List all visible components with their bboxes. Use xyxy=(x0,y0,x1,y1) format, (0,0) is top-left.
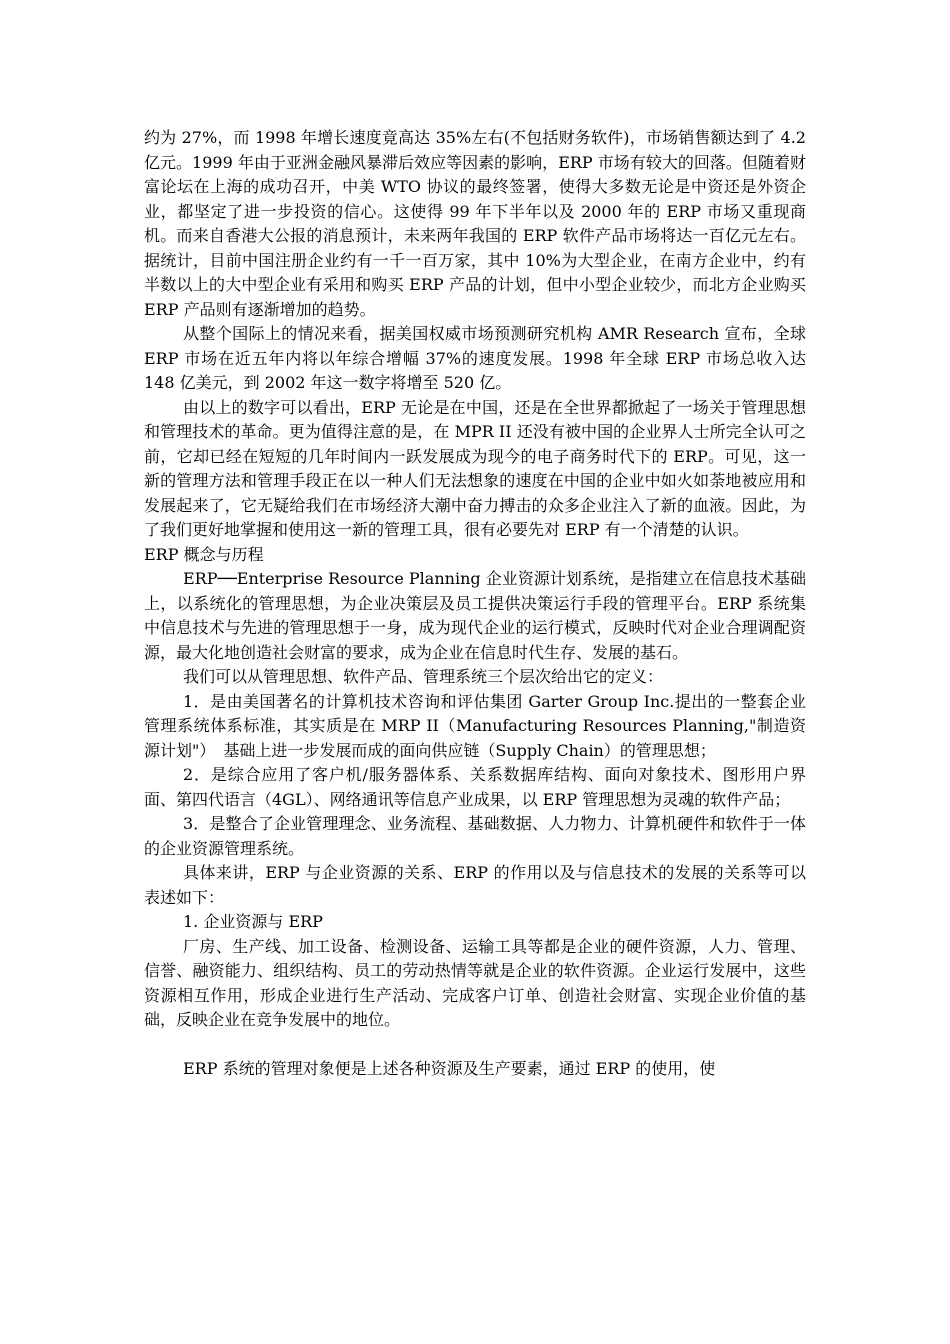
blank-line xyxy=(144,1033,806,1057)
list-item-software-product: 2．是综合应用了客户机/服务器体系、关系数据库结构、面向对象技术、图形用户界面、第四代语言（4GL）、网络通讯等信息产业成果，以 ERP 管理思想为灵魂的软件产品； xyxy=(144,765,806,809)
subheading-enterprise-resources: 1. 企业资源与 ERP xyxy=(183,912,323,931)
section-heading-erp-concept: ERP 概念与历程 xyxy=(144,544,264,564)
paragraph-three-levels: 我们可以从管理思想、软件产品、管理系统三个层次给出它的定义： xyxy=(183,667,664,686)
list-item-management-system: 3．是整合了企业管理理念、业务流程、基础数据、人力物力、计算机硬件和软件于一体的企业资源管理系统。 xyxy=(144,814,806,858)
paragraph-enterprise-resources: 厂房、生产线、加工设备、检测设备、运输工具等都是企业的硬件资源，人力、管理、信誉、融资能力、组织结构、员工的劳动热情等就是企业的软件资源。企业运行发展中，这些资源相互作用，形成企业进行生产活动、完成客户订单、创造社会财富、实现企业价值的基础，反映企业在竞争发展中的地位。 xyxy=(144,936,806,1029)
paragraph-international-market: 从整个国际上的情况来看，据美国权威市场预测研究机构 AMR Research 宣布，全球 ERP 市场在近五年内将以年综合增幅 37%的速度发展。1998 年全球 ERP 市场总收入达 148 亿美元，到 2002 年这一数字将增至 520 亿。 xyxy=(144,324,806,392)
document-body xyxy=(144,126,806,1081)
paragraph-erp-revolution: 由以上的数字可以看出，ERP 无论是在中国，还是在全世界都掀起了一场关于管理思想和管理技术的革命。更为值得注意的是，在 MPR II 还没有被中国的企业界人士所完全认可之前，它却已经在短短的几年时间内一跃发展成为现今的电子商务时代下的 ERP。可见，这一新的管理方法和管理手段正在以一种人们无法想象的速度在中国的企业中如火如荼地被应用和发展起来了，它无疑给我们在市场经济大潮中奋力搏击的众多企业注入了新的血液。因此，为了我们更好地掌握和使用这一新的管理工具，很有必要先对 ERP 有一个清楚的认识。 xyxy=(144,397,806,539)
paragraph-erp-definition: ERP──Enterprise Resource Planning 企业资源计划系统，是指建立在信息技术基础上，以系统化的管理思想，为企业决策层及员工提供决策运行手段的管理平台。ERP 系统集中信息技术与先进的管理思想于一身，成为现代企业的运行模式，反映时代对企业合理调配资源，最大化地创造社会财富的要求，成为企业在信息时代生存、发展的基石。 xyxy=(144,569,806,662)
paragraph-relations-intro: 具体来讲，ERP 与企业资源的关系、ERP 的作用以及与信息技术的发展的关系等可以表述如下： xyxy=(144,863,806,907)
list-item-management-thought: 1．是由美国著名的计算机技术咨询和评估集团 Garter Group Inc.提出的一整套企业管理系统体系标准，其实质是在 MRP II（Manufacturing Resources Planning,"制造资源计划"） 基础上进一步发展而成的面向供应链（Supply Chain）的管理思想； xyxy=(144,691,806,760)
paragraph-erp-management-objects: ERP 系统的管理对象便是上述各种资源及生产要素，通过 ERP 的使用，使 xyxy=(183,1058,716,1078)
paragraph-erp-china-market: 约为 27%，而 1998 年增长速度竟高达 35%左右(不包括财务软件)，市场销售额达到了 4.2 亿元。1999 年由于亚洲金融风暴滞后效应等因素的影响，ERP 市场有较大的回落。但随着财富论坛在上海的成功召开，中美 WTO 协议的最终签署，使得大多数无论是中资还是外资企业，都坚定了进一步投资的信心。这使得 99 年下半年以及 2000 年的 ERP 市场又重现商机。而来自香港大公报的消息预计，未来两年我国的 ERP 软件产品市场将达一百亿元左右。据统计，目前中国注册企业约有一千一百万家，其中 10%为大型企业，在南方企业中，约有半数以上的大中型企业有采用和购买 ERP 产品的计划，但中小型企业较少，而北方企业购买 ERP 产品则有逐渐增加的趋势。 xyxy=(144,128,806,319)
